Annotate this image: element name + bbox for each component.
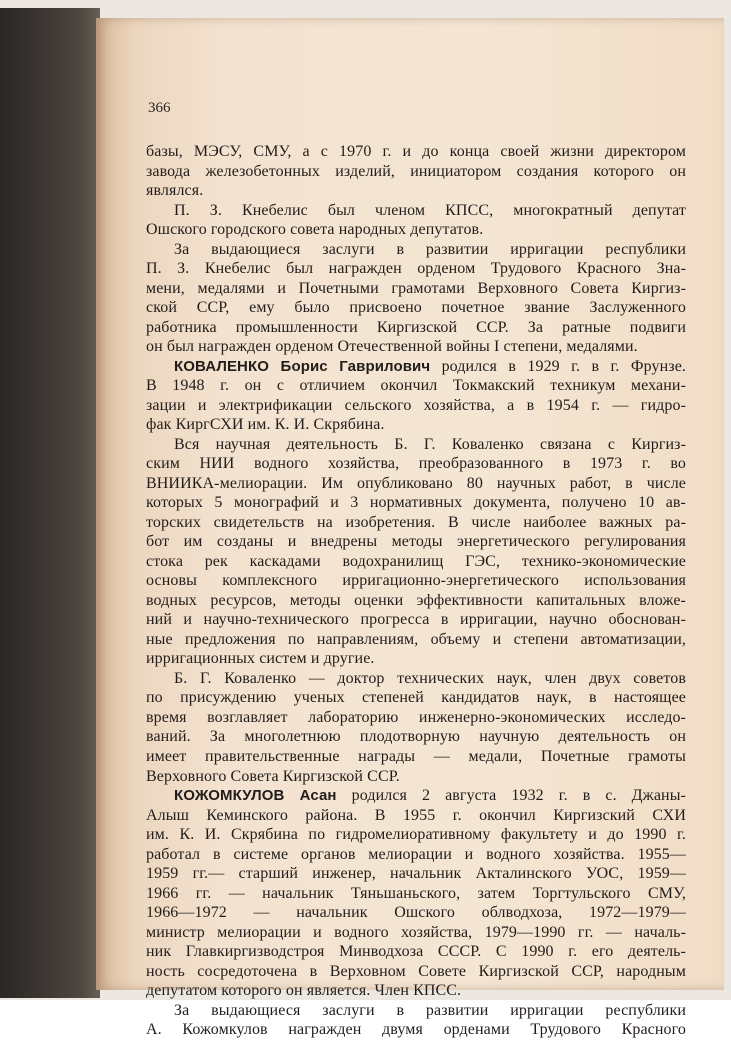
text-line-content: ирригационных систем и другие.	[146, 650, 375, 668]
text-line	[146, 318, 686, 338]
text-line-content: 1966—1972 — начальник Ошского облводхоза, 1972—1979—	[146, 904, 686, 922]
text-line-content: П. З. Кнебелис был награжден орденом Трудового Красного Зна-	[146, 260, 686, 278]
text-line-content: родился 2 августа 1932 г. в с. Джаны-	[336, 787, 686, 805]
text-line-content: имеет правительственные награды — медали, Почетные грамоты	[146, 747, 686, 765]
text-line	[146, 181, 686, 201]
text-line-content: Алыш Кеминского района. В 1955 г. окончил Киргизский СХИ	[146, 806, 686, 824]
text-line	[146, 415, 686, 435]
text-line-content: Вся научная деятельность Б. Г. Коваленко связана с Киргиз-	[174, 435, 686, 453]
text-line	[146, 162, 686, 182]
text-line	[146, 298, 686, 318]
text-line-content: им. К. И. Скрябина по гидромелиоративному факультету и до 1990 г.	[146, 826, 686, 844]
text-line	[146, 454, 686, 474]
text-line	[146, 474, 686, 494]
text-line	[146, 903, 686, 923]
text-line-content: ник Главкиргизводстроя Минводхоза СССР. С 1990 г. его деятель-	[146, 943, 686, 961]
text-line-content: работал в системе органов мелиорации и водного хозяйства. 1955—	[146, 845, 686, 863]
text-line-content: он был награжден орденом Отечественной войны I степени, медалями.	[146, 338, 638, 356]
text-line	[146, 357, 686, 377]
text-line	[146, 727, 686, 747]
text-line-content: основы комплексного ирригационно-энергетического использования	[146, 572, 686, 590]
text-line	[146, 669, 686, 689]
text-line-content: 1959 гг.— старший инженер, начальник Акталинского УОС, 1959—	[146, 865, 686, 883]
text-line	[146, 923, 686, 943]
text-line-content: мени, медалями и Почетными грамотами Верховного Совета Киргиз-	[146, 279, 686, 297]
text-line-content: работника промышленности Киргизской ССР. За ратные подвиги	[146, 318, 686, 336]
text-line	[146, 630, 686, 650]
text-line-content: ний и научно-технического прогресса в ирригации, научно обоснован-	[146, 611, 686, 629]
text-line	[146, 279, 686, 299]
text-line	[146, 825, 686, 845]
bio-name: КОЖОМКУЛОВ Асан	[174, 787, 337, 805]
text-line	[146, 259, 686, 279]
page-number: 366	[148, 100, 171, 116]
text-line-content: базы, МЭСУ, СМУ, а с 1970 г. и до конца своей жизни директором	[146, 143, 686, 160]
text-line-content: Ошского городского совета народных депутатов.	[146, 221, 484, 239]
text-line	[146, 201, 686, 221]
text-line-content: торских свидетельств на изобретения. В числе наиболее важных ра-	[146, 513, 686, 531]
text-line-content: являлся.	[146, 182, 204, 200]
text-line-content: бот им созданы и внедрены методы энергетического регулирования	[146, 533, 686, 551]
text-line	[146, 376, 686, 396]
text-line-content: А. Кожомкулов награжден двумя орденами Трудового Красного	[146, 1021, 686, 1039]
text-line-content: 1966 гг. — начальник Тяньшаньского, затем Торгтульского СМУ,	[146, 884, 686, 902]
text-line-content: В 1948 г. он с отличием окончил Токмакский техникум механи-	[146, 377, 686, 395]
text-line	[146, 591, 686, 611]
text-line	[146, 1020, 686, 1040]
text-line-content: по присуждению ученых степеней кандидатов наук, в настоящее	[146, 689, 686, 707]
text-line-content: За выдающиеся заслуги в развитии ирригации республики	[174, 1001, 686, 1019]
text-line	[146, 220, 686, 240]
text-line-content: которых 5 монографий и 3 нормативных документа, получено 10 ав-	[146, 494, 686, 512]
text-line-content: министр мелиорации и водного хозяйства, 1979—1990 гг. — началь-	[146, 923, 686, 941]
text-line	[146, 981, 686, 1001]
text-line-content: стока рек каскадами водохранилищ ГЭС, технико-экономические	[146, 552, 686, 570]
text-line	[146, 571, 686, 591]
text-line-content: ской ССР, ему было присвоено почетное звание Заслуженного	[146, 299, 686, 317]
text-line-content: депутатом которого он является. Член КПСС.	[146, 982, 462, 1000]
text-line-content: ные предложения по направлениям, объему и степени автоматизации,	[146, 630, 686, 648]
text-line	[146, 864, 686, 884]
text-line	[146, 942, 686, 962]
text-line-content: За выдающиеся заслуги в развитии ирригации республики	[174, 240, 686, 258]
body-text	[146, 142, 686, 1040]
text-line	[146, 1001, 686, 1021]
text-line-content: Верховного Совета Киргизской ССР.	[146, 767, 400, 785]
text-line	[146, 747, 686, 767]
text-line	[146, 337, 686, 357]
text-line	[146, 884, 686, 904]
text-line	[146, 806, 686, 826]
text-line-content: завода железобетонных изделий, инициатором создания которого он	[146, 162, 686, 180]
text-line-content: фак КиргСХИ им. К. И. Скрябина.	[146, 416, 385, 434]
text-line-content: ность сосредоточена в Верховном Совете Киргизской ССР, народным	[146, 962, 686, 980]
text-line	[146, 142, 686, 162]
text-line-content: ваний. За многолетнюю плодотворную научную деятельность он	[146, 728, 686, 746]
text-line-content: ВНИИКА-мелиорации. Им опубликовано 80 научных работ, в числе	[146, 474, 686, 492]
text-line	[146, 552, 686, 572]
text-line-content: ским НИИ водного хозяйства, преобразованного в 1973 г. во	[146, 455, 686, 473]
book-spine-shadow	[0, 8, 100, 998]
text-line	[146, 786, 686, 806]
text-line-content: родился в 1929 г. в г. Фрунзе.	[430, 357, 686, 375]
text-line	[146, 240, 686, 260]
text-line-content: Б. Г. Коваленко — доктор технических наук, член двух советов	[174, 669, 686, 687]
text-line	[146, 708, 686, 728]
text-line-content: П. З. Кнебелис был членом КПСС, многократный депутат	[174, 201, 686, 219]
text-line	[146, 962, 686, 982]
text-line	[146, 610, 686, 630]
text-line	[146, 435, 686, 455]
text-line	[146, 532, 686, 552]
text-line	[146, 845, 686, 865]
text-line	[146, 513, 686, 533]
text-line	[146, 396, 686, 416]
text-line	[146, 767, 686, 787]
text-line-content: время возглавляет лабораторию инженерно-экономических исследо-	[146, 708, 686, 726]
text-line	[146, 688, 686, 708]
text-line	[146, 493, 686, 513]
text-line-content: зации и электрификации сельского хозяйства, а в 1954 г. — гидро-	[146, 396, 686, 414]
bio-name: КОВАЛЕНКО Борис Гаврилович	[174, 357, 431, 375]
text-line	[146, 649, 686, 669]
text-line-content: водных ресурсов, методы оценки эффективности капитальных вложе-	[146, 591, 686, 609]
